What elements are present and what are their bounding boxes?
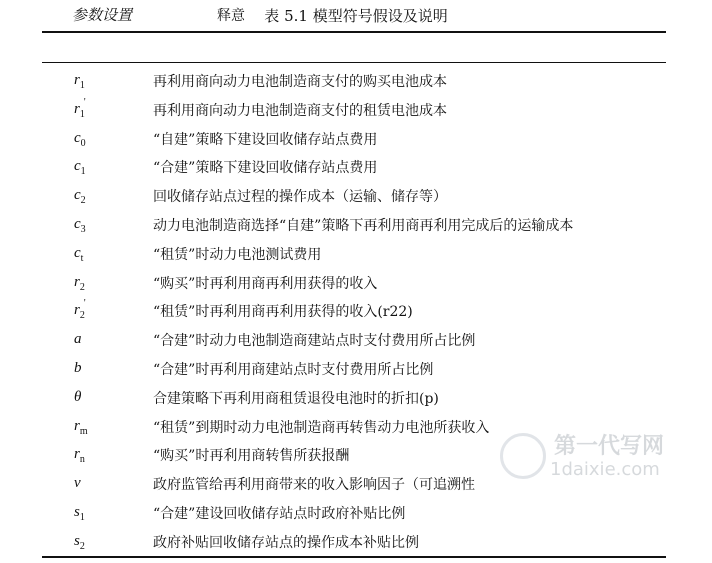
table-caption: 表 5.1 模型符号假设及说明 <box>264 7 448 25</box>
symbol-subscript: 2 <box>80 195 86 207</box>
symbol-subscript: 1 <box>79 80 85 91</box>
table-row <box>42 95 666 124</box>
symbol-subscript: 3 <box>80 224 86 235</box>
symbol-cell <box>74 444 84 465</box>
description-cell: “购买”时再利用商再利用获得的收入 <box>153 275 378 292</box>
description-cell: “自建”策略下建设回收储存站点费用 <box>153 131 378 148</box>
symbol-base: c <box>74 244 81 261</box>
symbol-base: s <box>74 532 80 549</box>
symbol-base: b <box>74 360 82 376</box>
symbol-base: θ <box>74 388 82 405</box>
description-cell: “合建”时再利用商建站点时支付费用所占比例 <box>153 362 434 378</box>
table-row <box>42 383 666 412</box>
description-cell: “租赁”时再利用商再利用获得的收入(r22) <box>153 304 413 321</box>
header-description: 释意 <box>217 8 245 24</box>
symbol-cell <box>74 185 85 206</box>
symbol-cell <box>74 156 85 177</box>
symbol-subscript: 2 <box>79 281 85 293</box>
symbol-subscript: 1 <box>80 166 86 178</box>
symbol-base: r <box>74 273 80 290</box>
table-row <box>42 181 666 210</box>
symbol-base: c <box>74 129 81 146</box>
symbol-superscript: ' <box>83 96 86 108</box>
symbol-base: r <box>74 72 80 88</box>
table-row <box>42 152 666 181</box>
symbol-subscript: 1 <box>79 512 85 523</box>
description-cell: “合建”时动力电池制造商建站点时支付费用所占比例 <box>153 333 476 350</box>
table-row <box>42 268 666 297</box>
symbol-cell <box>74 502 84 523</box>
symbol-cell <box>74 358 81 379</box>
symbol-cell <box>74 214 85 235</box>
watermark-name: 第一代写网 <box>554 434 665 459</box>
symbol-base: r <box>74 302 80 319</box>
symbol-cell <box>74 243 82 264</box>
symbol-cell <box>74 300 86 321</box>
description-cell: “合建”建设回收储存站点时政府补贴比例 <box>153 506 406 522</box>
table-row <box>42 325 666 354</box>
symbol-base: r <box>74 417 80 434</box>
symbol-cell <box>74 96 86 120</box>
table-row <box>42 124 666 153</box>
symbol-base: s <box>74 504 80 520</box>
description-cell: 再利用商向动力电池制造商支付的租赁电池成本 <box>153 102 447 119</box>
symbol-cell <box>74 70 84 91</box>
symbol-cell <box>74 128 85 149</box>
symbol-cell <box>74 387 80 408</box>
symbol-base: v <box>74 475 81 492</box>
symbol-cell <box>74 329 81 350</box>
table-row <box>42 296 666 325</box>
symbol-base: r <box>74 100 80 117</box>
symbol-cell <box>74 272 84 293</box>
symbol-subscript: 2 <box>79 540 85 552</box>
symbol-base: a <box>74 331 82 348</box>
watermark-url: 1daixie.com <box>550 459 660 480</box>
header-symbol: 参数设置 <box>72 8 133 24</box>
symbol-subscript: m <box>79 425 88 437</box>
description-cell: 回收储存站点过程的操作成本（运输、储存等） <box>153 189 447 206</box>
table-row <box>42 239 666 268</box>
symbol-cell <box>74 473 80 494</box>
description-cell: 政府补贴回收储存站点的操作成本补贴比例 <box>153 534 419 551</box>
table-header-rule <box>42 62 666 63</box>
symbol-subscript: n <box>79 454 85 466</box>
table-row <box>42 498 666 527</box>
symbol-base: c <box>74 158 81 175</box>
table-row <box>42 354 666 383</box>
description-cell: 合建策略下再利用商租赁退役电池时的折扣(p) <box>153 390 439 407</box>
symbol-cell <box>74 531 84 552</box>
description-cell: “合建”策略下建设回收储存站点费用 <box>153 160 378 177</box>
description-cell: “租赁”时动力电池测试费用 <box>153 246 322 263</box>
symbol-cell <box>74 416 87 437</box>
table-row <box>42 527 666 556</box>
description-cell: 再利用商向动力电池制造商支付的购买电池成本 <box>153 74 447 90</box>
description-cell: “租赁”到期时动力电池制造商再转售动力电池所获收入 <box>153 419 490 436</box>
description-cell: 动力电池制造商选择“自建”策略下再利用商再利用完成后的运输成本 <box>153 218 574 234</box>
description-cell: “购买”时再利用商转售所获报酬 <box>153 448 350 465</box>
symbol-superscript: ' <box>83 298 86 310</box>
symbol-subscript: 0 <box>80 137 86 149</box>
symbol-subscript: 2 <box>79 310 85 322</box>
description-cell: 政府监管给再利用商带来的收入影响因子（可追溯性 <box>153 477 475 494</box>
table-top-rule <box>42 31 666 33</box>
watermark <box>500 429 700 489</box>
table-row <box>42 66 666 95</box>
table-row <box>42 210 666 239</box>
symbol-base: c <box>74 187 81 204</box>
symbol-subscript: t <box>80 252 84 264</box>
symbol-base: c <box>74 216 81 232</box>
table-bottom-rule <box>42 556 666 558</box>
symbol-subscript: 1 <box>79 108 85 120</box>
logo-circle-icon <box>500 433 546 479</box>
symbol-base: r <box>74 446 80 463</box>
